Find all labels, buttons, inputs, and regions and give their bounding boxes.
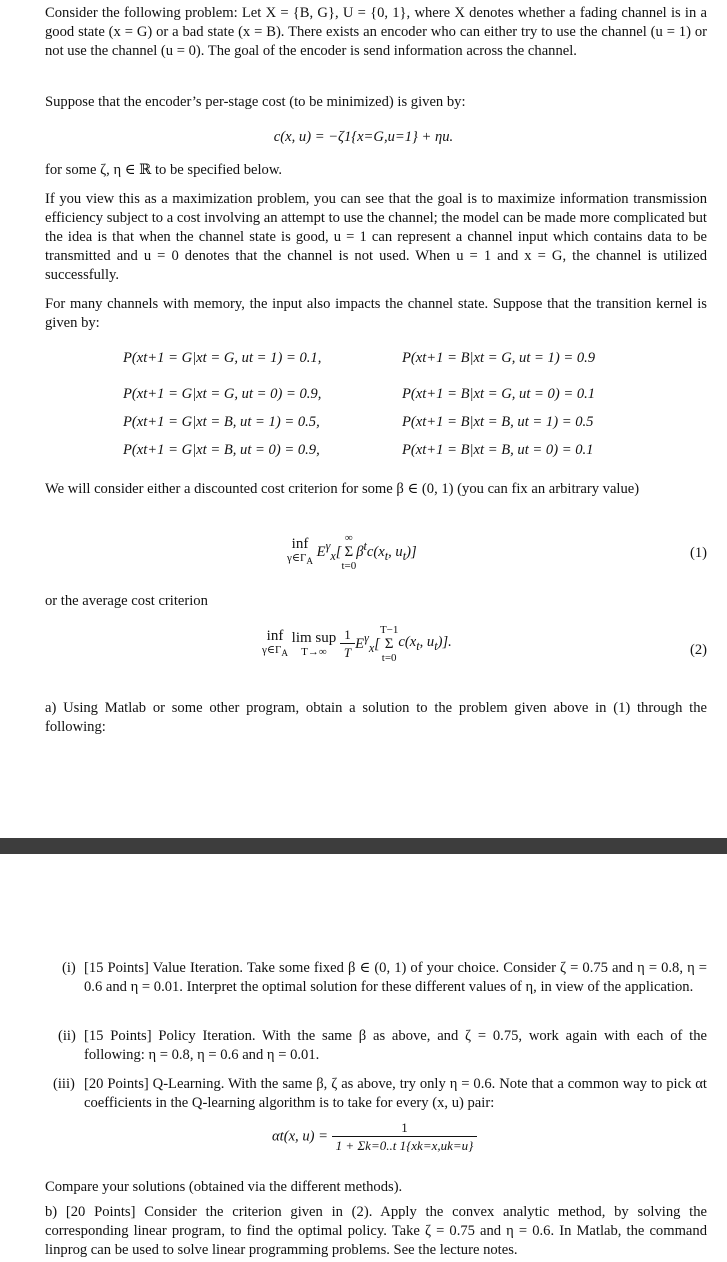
equation-1-number: (1) — [689, 545, 707, 561]
equation-1: inf $\gamma\in\Gamma_A$ $E^\gamma_x[\infty$ Σ $t=0\beta^tc(x_t$, $u_t$)] — [287, 532, 417, 572]
kernel-intro: For many channels with memory, the input also impacts the channel state. Suppose that the transition kernel is given by: — [45, 296, 707, 331]
part-b: b) [20 Points] Consider the criterion given in (2). Apply the convex analytic method, by solving the corresponding linear program, to find the optimal policy. Take ζ = 0.75 and η = 0.6. In Matlab, the command linprog can be used to solve linear programming problems. See the lecture notes. — [45, 1204, 707, 1258]
alpha-denominator: 1 + Σk=0..t 1{xk=x,uk=u} — [335, 1138, 474, 1153]
alpha-equation — [272, 1120, 477, 1154]
kernel-left-2: P(xt+1 = G|xt = G, ut = 0) = 0.9, — [123, 386, 322, 402]
interpretation-paragraph: If you view this as a maximization problem, you can see that the goal is to maximize information transmission efficiency subject to a cost involving an attempt to use the channel; the model can be made more complicated but the idea is that when the channel state is good, u = 1 can represent a channel input which contains data to be transmitted and u = 0 denotes that the channel is not used. When u = 1 and x = G, the channel is utilized successfully. — [45, 191, 707, 283]
item-iii-text: [20 Points] Q-Learning. With the same β, ζ as above, try only η = 0.6. Note that a common way to pick αt coefficients in the Q-learning algorithm is to take for every (x, u) pair: — [84, 1076, 707, 1111]
cost-intro: Suppose that the encoder’s per-stage cost (to be minimized) is given by: — [45, 94, 466, 110]
item-i-label: (i) — [62, 960, 76, 976]
kernel-left-3: P(xt+1 = G|xt = B, ut = 1) = 0.5, — [123, 414, 320, 430]
item-i-text: [15 Points] Value Iteration. Take some fixed β ∈ (0, 1) of your choice. Consider ζ = 0.75 and η = 0.8, η = 0.6 and η = 0.01. Interpret the optimal solution for these different values of η, in view of the application. — [84, 960, 707, 995]
equation-2: inf $\gamma\in\Gamma_A$ lim sup T→∞ $\frac{1}{T}$ $E^\gamma_x[T-1$ Σ $t=0c(x_t$, $u_t$)]. — [262, 624, 452, 664]
cost-params: for some ζ, η ∈ ℝ to be specified below. — [45, 162, 283, 178]
eq2-fraction: $\frac{1}{T}$ — [340, 627, 355, 661]
alpha-lhs: αt(x, u) = — [272, 1128, 329, 1145]
item-iii-label: (iii) — [53, 1076, 75, 1092]
discounted-intro: We will consider either a discounted cost criterion for some β ∈ (0, 1) (you can fix an arbitrary value) — [45, 481, 640, 497]
equation-2-number: (2) — [689, 642, 707, 658]
kernel-left-1: P(xt+1 = G|xt = G, ut = 1) = 0.1, — [123, 350, 322, 366]
page-separator — [0, 838, 727, 854]
eq2-inf: inf $\gamma\in\Gamma_A$ — [262, 628, 288, 659]
item-ii-text: [15 Points] Policy Iteration. With the same β as above, and ζ = 0.75, work again with each of the following: η = 0.8, η = 0.6 and η = 0.01. — [84, 1028, 707, 1063]
cost-equation: c(x, u) = −ζ1{x=G,u=1} + ηu. — [273, 129, 454, 145]
eq1-sum: ∞ Σ t=0 — [341, 532, 357, 572]
part-a: a) Using Matlab or some other program, obtain a solution to the problem given above in (1) through the following: — [45, 700, 707, 735]
intro-paragraph: Consider the following problem: Let X = {B, G}, U = {0, 1}, where X denotes whether a fading channel is in a good state (x = G) or a bad state (x = B). There exists an encoder who can either try to use the channel (u = 1) or not use the channel (u = 0). The goal of the encoder is send information across the channel. — [45, 5, 707, 59]
kernel-right-3: P(xt+1 = B|xt = B, ut = 1) = 0.5 — [402, 414, 594, 430]
kernel-right-2: P(xt+1 = B|xt = G, ut = 0) = 0.1 — [402, 386, 596, 402]
item-ii-label: (ii) — [58, 1028, 76, 1044]
eq2-sum: T−1 Σ t=0 — [379, 624, 399, 664]
alpha-numerator: 1 — [332, 1120, 478, 1137]
eq2-limsup: lim sup T→∞ — [291, 630, 337, 658]
compare-text: Compare your solutions (obtained via the different methods). — [45, 1179, 403, 1195]
average-intro: or the average cost criterion — [45, 593, 208, 609]
eq1-inf: inf $\gamma\in\Gamma_A$ — [287, 536, 313, 567]
kernel-right-4: P(xt+1 = B|xt = B, ut = 0) = 0.1 — [402, 442, 594, 458]
kernel-right-1: P(xt+1 = B|xt = G, ut = 1) = 0.9 — [402, 350, 596, 366]
page-2 — [0, 854, 727, 1262]
alpha-fraction — [332, 1120, 478, 1154]
kernel-left-4: P(xt+1 = G|xt = B, ut = 0) = 0.9, — [123, 442, 320, 458]
